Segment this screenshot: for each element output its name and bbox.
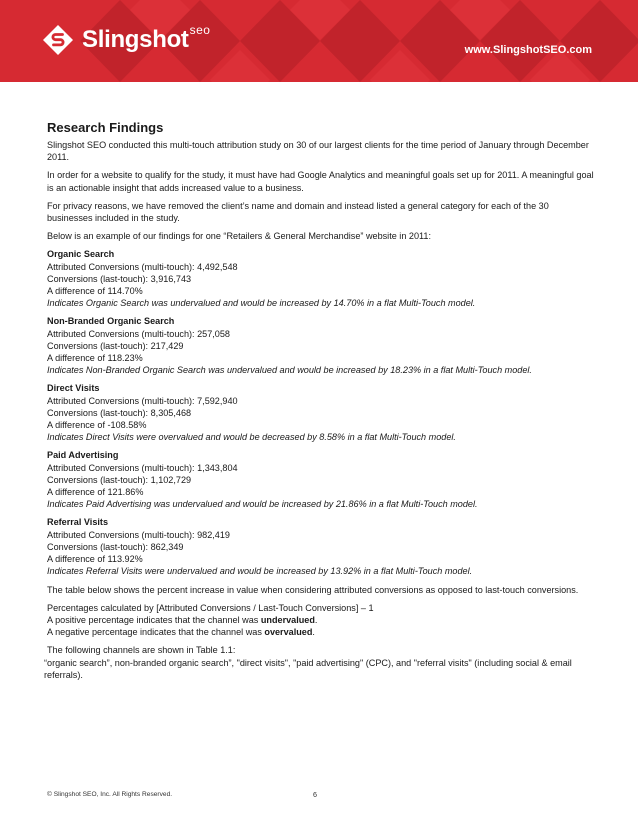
finding-difference: A difference of 118.23% bbox=[47, 353, 143, 364]
page-header bbox=[0, 0, 638, 82]
main-content bbox=[44, 120, 595, 687]
intro-paragraph: For privacy reasons, we have removed the client’s name and domain and instead listed a general category for each of the 30 businesses included in the study. bbox=[47, 200, 549, 224]
finding-paid-advertising bbox=[47, 449, 595, 510]
website-link[interactable]: www.SlingshotSEO.com bbox=[464, 44, 592, 56]
page-number: 6 bbox=[313, 790, 317, 799]
finding-note: Indicates Direct Visits were overvalued and would be decreased by 8.58% in a flat Multi-Touch model. bbox=[47, 432, 456, 443]
finding-last-touch: Conversions (last-touch): 8,305,468 bbox=[47, 407, 192, 418]
intro-paragraph: Slingshot SEO conducted this multi-touch attribution study on 30 of our largest clients for the time period of January through December 2011. bbox=[47, 140, 589, 163]
finding-last-touch: Conversions (last-touch): 3,916,743 bbox=[47, 273, 192, 284]
section-title: Research Findings bbox=[47, 120, 164, 135]
finding-attributed: Attributed Conversions (multi-touch): 4,492,548 bbox=[47, 261, 238, 272]
finding-note: Indicates Organic Search was undervalued and would be increased by 14.70% in a flat Multi-Touch model. bbox=[47, 298, 476, 309]
channels-intro: The following channels are shown in Table 1.1: bbox=[47, 645, 236, 656]
calculation-notes bbox=[47, 602, 595, 639]
finding-organic-search bbox=[47, 248, 595, 309]
logo-superscript: seo bbox=[189, 23, 211, 37]
finding-heading: Direct Visits bbox=[47, 383, 100, 394]
finding-difference: A difference of 113.92% bbox=[47, 554, 143, 565]
finding-note: Indicates Referral Visits were undervalued and would be increased by 13.92% in a flat Multi-Touch model. bbox=[47, 566, 473, 577]
finding-heading: Non-Branded Organic Search bbox=[47, 316, 175, 327]
finding-heading: Organic Search bbox=[47, 249, 115, 260]
finding-attributed: Attributed Conversions (multi-touch): 1,343,804 bbox=[47, 462, 238, 473]
finding-heading: Referral Visits bbox=[47, 517, 108, 528]
footer-copyright: © Slingshot SEO, Inc. All Rights Reserved. bbox=[47, 791, 173, 798]
finding-difference: A difference of -108.58% bbox=[47, 420, 147, 431]
channels-paragraph bbox=[44, 644, 595, 681]
finding-referral-visits bbox=[47, 516, 595, 577]
finding-attributed: Attributed Conversions (multi-touch): 7,592,940 bbox=[47, 395, 238, 406]
logo-wordmark: Slingshot bbox=[82, 26, 189, 53]
overvalued-term: overvalued bbox=[264, 627, 313, 638]
finding-non-branded-organic-search bbox=[47, 315, 595, 376]
table-intro-paragraph: The table below shows the percent increase in value when considering attributed conversions as opposed to last-touch conversions. bbox=[47, 584, 579, 595]
calculation-formula: Percentages calculated by [Attributed Conversions / Last-Touch Conversions] – 1 bbox=[47, 602, 374, 613]
undervalued-term: undervalued bbox=[260, 614, 315, 625]
finding-last-touch: Conversions (last-touch): 1,102,729 bbox=[47, 474, 192, 485]
slingshot-logo[interactable] bbox=[42, 24, 210, 56]
finding-note: Indicates Paid Advertising was undervalued and would be increased by 21.86% in a flat Multi-Touch model. bbox=[47, 499, 478, 510]
finding-heading: Paid Advertising bbox=[47, 450, 119, 461]
finding-difference: A difference of 114.70% bbox=[47, 286, 143, 297]
negative-percentage-note: A negative percentage indicates that the channel was overvalued. bbox=[47, 627, 315, 638]
finding-difference: A difference of 121.86% bbox=[47, 487, 144, 498]
positive-percentage-note: A positive percentage indicates that the channel was undervalued. bbox=[47, 614, 318, 625]
finding-direct-visits bbox=[47, 382, 595, 443]
finding-last-touch: Conversions (last-touch): 862,349 bbox=[47, 541, 184, 552]
finding-attributed: Attributed Conversions (multi-touch): 257,058 bbox=[47, 328, 230, 339]
slingshot-mark-icon bbox=[42, 24, 74, 56]
intro-paragraph: In order for a website to qualify for the study, it must have had Google Analytics and meaningful goals set up for 2011. A meaningful goal is an actionable insight that adds increased value to a business. bbox=[47, 170, 594, 193]
finding-attributed: Attributed Conversions (multi-touch): 982,419 bbox=[47, 529, 230, 540]
intro-paragraph: Below is an example of our findings for one “Retailers & General Merchandise” website in 2011: bbox=[47, 231, 431, 242]
finding-last-touch: Conversions (last-touch): 217,429 bbox=[47, 340, 184, 351]
finding-note: Indicates Non-Branded Organic Search was undervalued and would be increased by 18.23% in a flat Multi-Touch model. bbox=[47, 365, 532, 376]
channels-list: “organic search”, non-branded organic search”, "direct visits", "paid advertising" (CPC), and "referral visits" (including social & email referrals). bbox=[44, 657, 572, 680]
